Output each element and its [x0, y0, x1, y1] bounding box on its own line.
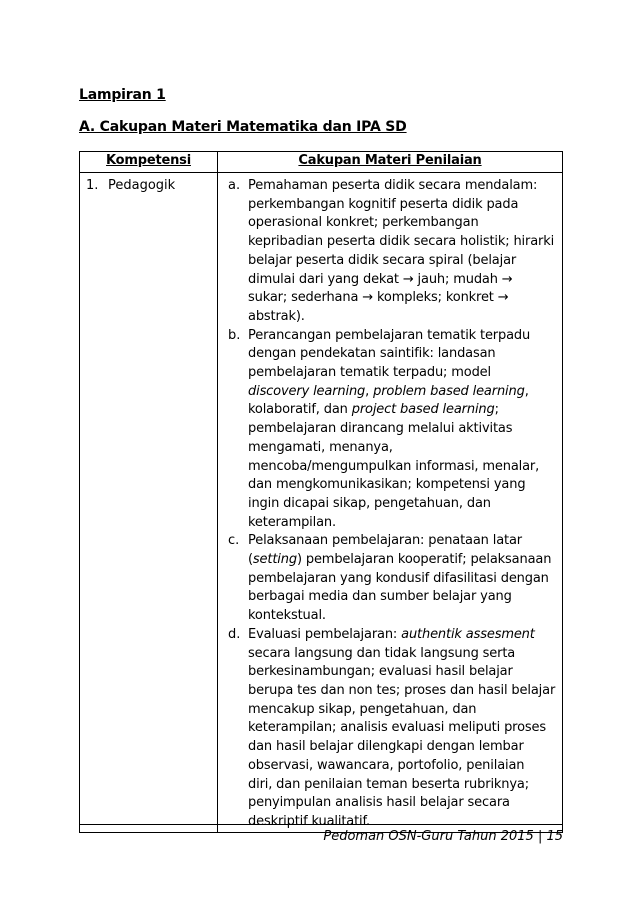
- item-line: observasi, wawancara, portofolio, penilaian: [248, 757, 525, 773]
- list-item-b: [228, 327, 560, 533]
- list-item-c: [228, 532, 560, 626]
- italic-term: discovery learning: [248, 383, 366, 399]
- competency-table: [79, 151, 563, 833]
- item-text: [248, 626, 560, 832]
- list-item-d: [228, 626, 560, 832]
- item-line: berkesinambungan; evaluasi hasil belajar: [248, 664, 513, 680]
- item-line: mengamati, menanya,: [248, 439, 393, 455]
- page-footer: Pedoman OSN-Guru Tahun 2015 | 15: [323, 829, 563, 844]
- table-row: [80, 173, 563, 833]
- item-line: operasional konkret; perkembangan: [248, 215, 479, 231]
- item-line: Perancangan pembelajaran tematik terpadu: [248, 327, 531, 343]
- item-line: Evaluasi pembelajaran: authentik assesment: [248, 626, 535, 642]
- item-line: dan mengkomunikasikan; kompetensi yang: [248, 477, 526, 493]
- item-line: dimulai dari yang dekat → jauh; mudah →: [248, 271, 513, 287]
- item-line: berupa tes dan non tes; proses dan hasil belajar: [248, 682, 556, 698]
- list-item-a: [228, 177, 560, 327]
- item-line: belajar peserta didik secara spiral (belajar: [248, 252, 517, 268]
- item-label: b.: [228, 327, 241, 343]
- item-line: dengan pendekatan saintifik: landasan: [248, 346, 496, 362]
- item-line: mencoba/mengumpulkan informasi, menalar,: [248, 458, 540, 474]
- kompetensi-name: Pedagogik: [108, 178, 176, 193]
- appendix-heading: Lampiran 1: [79, 87, 166, 103]
- italic-term: authentik assesment: [401, 626, 535, 642]
- header-kompetensi: Kompetensi: [80, 152, 218, 173]
- item-line: secara langsung dan tidak langsung serta: [248, 645, 516, 661]
- header-cakupan: Cakupan Materi Penilaian: [218, 152, 563, 173]
- item-label: a.: [228, 178, 241, 193]
- item-line: penyimpulan analisis hasil belajar secara: [248, 795, 510, 811]
- item-line: diri, dan penilaian teman beserta rubriknya;: [248, 776, 529, 792]
- item-line: pembelajaran tematik terpadu; model: [248, 365, 491, 381]
- item-line: berbagai media dan sumber belajar yang: [248, 589, 512, 605]
- item-line: abstrak).: [248, 308, 305, 324]
- row-number: 1.: [86, 178, 99, 193]
- item-line: ingin dicapai sikap, pengetahuan, dan: [248, 495, 491, 511]
- item-line: mencakup sikap, pengetahuan, dan: [248, 701, 477, 717]
- item-line: kepribadian peserta didik secara holistik; hirarki: [248, 234, 555, 250]
- item-label: c.: [228, 533, 240, 549]
- item-line: keterampilan; analisis evaluasi meliputi proses: [248, 720, 546, 736]
- item-line: pembelajaran yang kondusif difasilitasi dengan: [248, 570, 549, 586]
- item-line: perkembangan kognitif peserta didik pada: [248, 196, 519, 212]
- item-line: pembelajaran dirancang melalui aktivitas: [248, 421, 513, 437]
- item-line: kontekstual.: [248, 608, 326, 624]
- item-line: keterampilan.: [248, 514, 336, 530]
- item-line: sukar; sederhana → kompleks; konkret →: [248, 290, 509, 306]
- kompetensi-cell: [80, 173, 218, 833]
- item-label: d.: [228, 626, 241, 642]
- section-title: A. Cakupan Materi Matematika dan IPA SD: [79, 119, 407, 135]
- item-line: deskriptif kualitatif.: [248, 813, 370, 829]
- item-line: Pemahaman peserta didik secara mendalam:: [248, 178, 538, 193]
- item-text: [248, 177, 560, 327]
- item-line: kolaboratif, dan project based learning;: [248, 402, 499, 418]
- item-line: (setting) pembelajaran kooperatif; pelaksanaan: [248, 552, 552, 568]
- italic-term: project based learning: [351, 402, 495, 418]
- table-header-row: [80, 152, 563, 173]
- item-text: [248, 327, 560, 533]
- footer-divider: [79, 824, 563, 825]
- item-line: Pelaksanaan pembelajaran: penataan latar: [248, 533, 522, 549]
- item-line: discovery learning, problem based learning,: [248, 383, 529, 399]
- italic-term: setting: [252, 552, 297, 568]
- cakupan-cell: [218, 173, 563, 833]
- italic-term: problem based learning: [373, 383, 525, 399]
- item-line: dan hasil belajar dilengkapi dengan lembar: [248, 739, 524, 755]
- item-text: [248, 532, 560, 626]
